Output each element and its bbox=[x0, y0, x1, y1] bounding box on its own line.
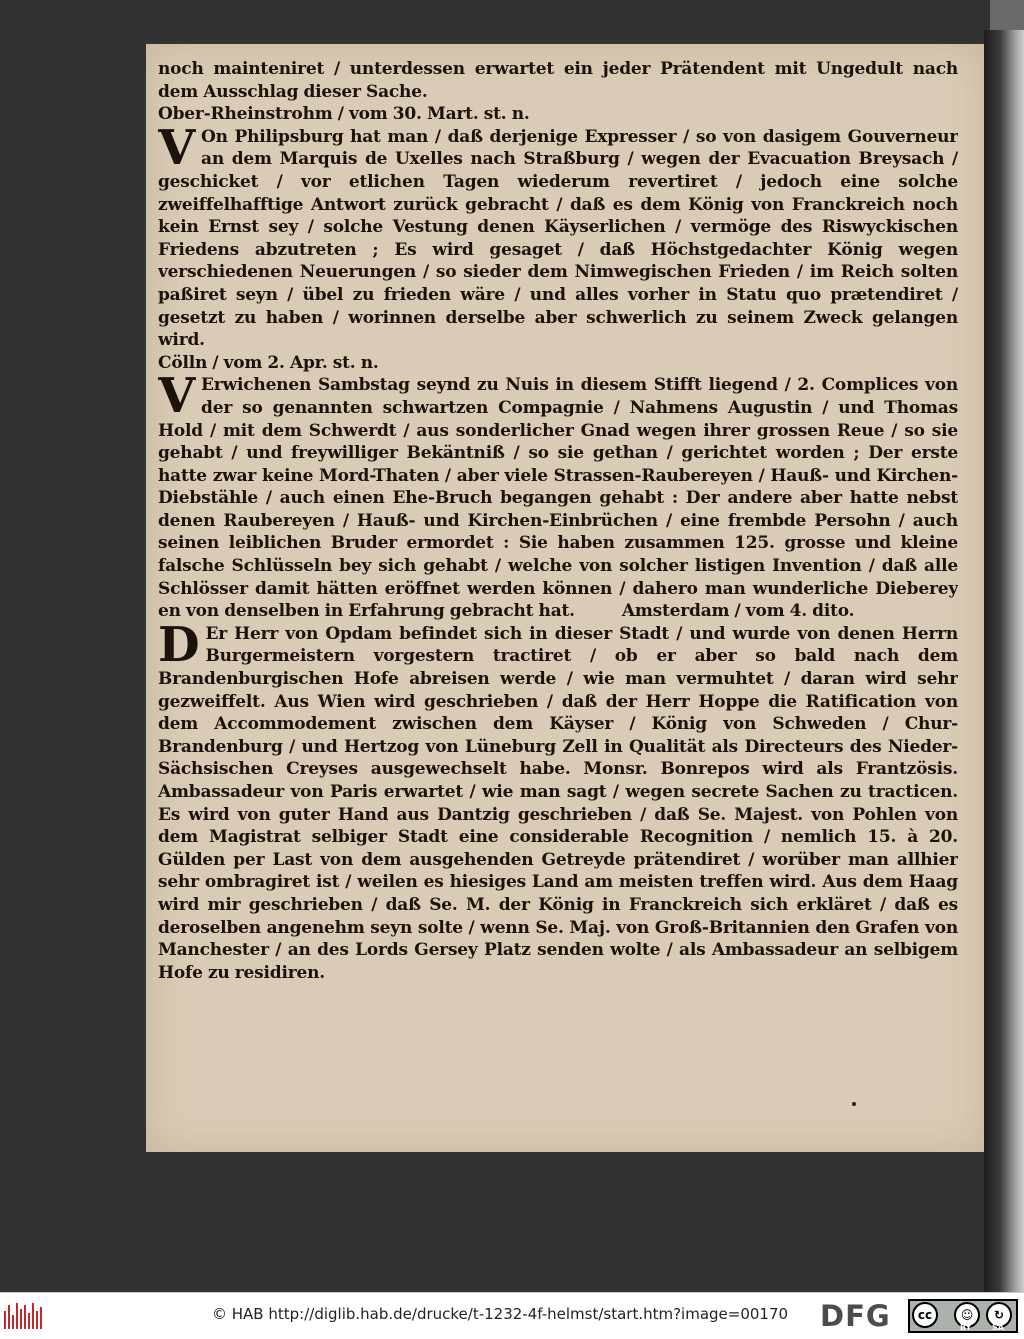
copyright-link[interactable]: © HAB http://diglib.hab.de/drucke/t-1232-4f-helmst/start.htm?image=00170 bbox=[212, 1305, 789, 1323]
article-body-text: Erwichenen Sambstag seynd zu Nuis in diesem Stifft liegend / 2. Complices von der so genannten schwartzen Compagnie / Nahmens Augustin / und Thomas Hold / mit dem Schwerdt / aus sonderlicher Gnad wegen ihrer grossen Reue / so sie gehabt / und freywilliger Bekäntniß / so sie gethan / gerichtet worden ; Der erste hatte zwar keine Mord-Thaten / aber viele Strassen-Raubereyen / Hauß- und Kirchen-Diebstähle / auch einen Ehe-Bruch begangen gehabt : Der andere aber hatte nebst denen Raubereyen / Hauß- und Kirchen-Einbrüchen / eine frembde Persohn / auch seinen leiblichen Bruder ermordet : Sie haben zusammen 125. grosse und kleine falsche Schlüsseln bey sich gehabt / welche von solcher listigen Invention / daß alle Schlösser damit hätten eröffnet werden können / dahero man wunderliche Dieberey en von denselben in Erfahrung gebracht hat. bbox=[158, 375, 958, 622]
cc-icon: cc bbox=[912, 1302, 938, 1328]
viewer-footer bbox=[0, 1292, 1024, 1339]
article-philipsburg bbox=[158, 126, 958, 352]
dfg-logo: DFG bbox=[820, 1299, 891, 1333]
section-heading-ober-rheinstrohm: Ober-Rheinstrohm / vom 30. Mart. st. n. bbox=[158, 104, 530, 125]
text-line: noch mainteniret / unterdessen erwartet ein jeder Prätendent mit Ungedult nach bbox=[158, 59, 958, 79]
article-body: On Philipsburg hat man / daß derjenige Expresser / so von dasigem Gouverneur an dem Marquis de Uxelles nach Straßburg / wegen der Evacuation Breysach / geschicket / vor etlichen Tagen wiederum revertiret / jedoch eine solche zweiffelhafftige Antwort zurück gebracht / daß es dem König von Franckreich noch kein Ernst sey / solche Vestung denen Käyserlichen / vermöge des Riswyckischen Friedens abzutreten ; Es wird gesaget / daß Höchstgedachter König wegen verschiedenen Neuerungen / so sieder dem Nimwegischen Frieden / im Reich solten paßiret seyn / übel zu frieden wäre / und alles vorher in Statu quo prætendiret / gesetzt zu haben / worinnen derselbe aber schwerlich zu seinem Zweck gelangen wird. bbox=[158, 126, 958, 351]
license-label-sa: SA bbox=[992, 1323, 1004, 1332]
license-label-by: BY bbox=[960, 1323, 972, 1332]
page-text bbox=[158, 58, 958, 984]
section-heading-amsterdam: Amsterdam / vom 4. dito. bbox=[621, 601, 855, 622]
article-amsterdam bbox=[158, 623, 958, 985]
adjacent-page-edge bbox=[984, 30, 1024, 1292]
drop-cap-initial: V bbox=[158, 125, 196, 176]
article-body bbox=[158, 374, 958, 623]
hab-barcode-logo bbox=[4, 1303, 46, 1329]
by-icon: ☺ bbox=[954, 1302, 980, 1328]
drop-cap-initial: V bbox=[158, 374, 196, 425]
sa-icon: ↻ bbox=[986, 1302, 1012, 1328]
article-body: Er Herr von Opdam befindet sich in dieser Stadt / und wurde von denen Herrn Burgermeistern vorgestern tractiret / ob er aber so bald nach dem Brandenburgischen Hofe abreisen werde / wie man vermuhtet / daran wird sehr gezweiffelt. Aus Wien wird geschrieben / daß der Herr Hoppe die Ratification von dem Accommodement zwischen dem Käyser / König von Schweden / Chur-Brandenburg / und Hertzog von Lüneburg Zell in Qualität als Directeurs des Nieder-Sächsischen Creyses ausgewechselt habe. Monsr. Bonrepos wird als Frantzösis. Ambassadeur von Paris erwartet / wie man sagt / wegen secrete Sachen zu tracticen. Es wird von guter Hand aus Dantzig geschrieben / daß Se. Majest. von Pohlen von dem Magistrat selbiger Stadt eine considerable Recognition / nemlich 15. à 20. Gülden per Last von dem ausgehenden Getreyde prätendiret / worüber man allhier sehr ombragiret ist / weilen es hiesiges Land am meisten treffen wird. Aus dem Haag wird mir geschrieben / daß Se. M. der König in Franckreich sich erkläret / daß es deroselben angenehm seyn solte / wenn Se. Maj. von Groß-Britannien den Grafen von Manchester / an des Lords Gersey Platz senden wolte / als Ambassadeur an selbigem Hofe zu residiren. bbox=[158, 623, 958, 983]
cc-license-badge[interactable] bbox=[908, 1299, 1018, 1333]
text-line: dem Ausschlag dieser Sache. bbox=[158, 81, 428, 102]
article-nuis bbox=[158, 374, 958, 623]
drop-cap-initial: D bbox=[158, 622, 200, 673]
section-heading-coelln: Cölln / vom 2. Apr. st. n. bbox=[158, 352, 379, 373]
ink-mark bbox=[852, 1102, 856, 1106]
